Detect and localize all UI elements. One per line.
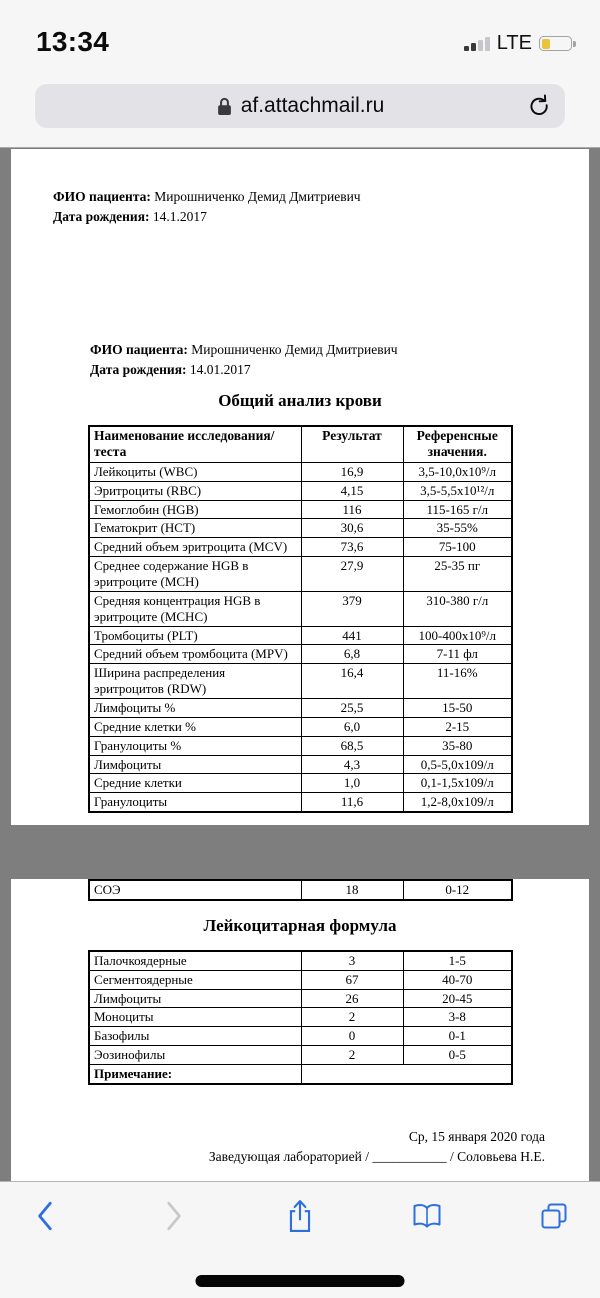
patient-dob-value: 14.1.2017: [152, 208, 207, 224]
leuko-table: [88, 950, 513, 1085]
table-cell: Гранулоциты: [89, 793, 301, 812]
table-cell: 20-45: [403, 989, 512, 1008]
table-cell: 4,3: [301, 755, 403, 774]
table-cell: 3,5-5,5x10¹²/л: [403, 481, 512, 500]
report-date: Ср, 15 января 2020 года: [408, 1128, 545, 1144]
patient-name-label: ФИО пациента:: [90, 341, 188, 357]
table-header-row: [89, 426, 512, 462]
table-row: [89, 1008, 512, 1027]
patient-name-value: Мирошниченко Демид Дмитриевич: [154, 189, 361, 204]
table-cell: 25-35 пг: [403, 557, 512, 592]
soe-table: [88, 879, 513, 901]
bookmarks-button[interactable]: [405, 1194, 449, 1238]
column-header: Референсные значения.: [403, 426, 512, 462]
patient-dob-label: Дата рождения:: [53, 208, 150, 224]
browser-toolbar: [0, 1181, 600, 1298]
table-cell: Палочкоядерные: [89, 951, 301, 970]
table-cell: 2: [301, 1008, 403, 1027]
toolbar-buttons: [0, 1182, 600, 1238]
column-header: Наименование исследования/теста: [89, 426, 301, 462]
share-icon: [286, 1199, 314, 1233]
note-value-cell: [301, 1065, 512, 1084]
table-cell: Гемоглобин (HGB): [89, 500, 301, 519]
patient-header-block: [11, 149, 589, 227]
table-cell: 35-55%: [403, 519, 512, 538]
patient-dob-label: Дата рождения:: [90, 361, 187, 377]
reload-icon: [527, 94, 551, 118]
table-cell: 379: [301, 591, 403, 626]
tabs-icon: [539, 1201, 569, 1231]
browser-chrome-top: [0, 0, 600, 148]
forward-button[interactable]: [151, 1194, 195, 1238]
table-cell: 35-80: [403, 736, 512, 755]
tabs-button[interactable]: [532, 1194, 576, 1238]
table-cell: Ширина распределения эритроцитов (RDW): [89, 664, 301, 699]
url-text: af.attachmail.ru: [240, 94, 385, 117]
cellular-signal-icon: [464, 36, 490, 51]
table-cell: 2: [301, 1046, 403, 1065]
lock-icon: [216, 96, 233, 117]
table-row: [89, 1027, 512, 1046]
table-cell: 26: [301, 989, 403, 1008]
table-cell: Лимфоциты: [89, 755, 301, 774]
table-row: [89, 736, 512, 755]
url-bar-row: [0, 60, 600, 128]
table-cell: 441: [301, 626, 403, 645]
table-row: [89, 755, 512, 774]
table-cell: Средний объем эритроцита (MCV): [89, 538, 301, 557]
table-cell: Лейкоциты (WBC): [89, 462, 301, 481]
network-type-label: LTE: [496, 32, 532, 54]
table-row: [89, 591, 512, 626]
table-cell: 3,5-10,0x10⁹/л: [403, 462, 512, 481]
table-row: [89, 970, 512, 989]
column-header: Результат: [301, 426, 403, 462]
patient-dob-line: [90, 360, 589, 380]
table-cell: Базофилы: [89, 1027, 301, 1046]
table-cell: 75-100: [403, 538, 512, 557]
table-cell: 1-5: [403, 951, 512, 970]
table-cell: 1,0: [301, 774, 403, 793]
patient-name-line: [90, 340, 589, 360]
table-cell: 30,6: [301, 519, 403, 538]
table-row: [89, 462, 512, 481]
table-cell: 0,5-5,0x109/л: [403, 755, 512, 774]
document-viewport[interactable]: [0, 149, 600, 1181]
table-row: [89, 717, 512, 736]
table-cell: 310-380 г/л: [403, 591, 512, 626]
table-row: [89, 626, 512, 645]
book-icon: [410, 1201, 444, 1231]
battery-icon: [539, 36, 572, 51]
table-cell: 0-5: [403, 1046, 512, 1065]
chevron-left-icon: [33, 1200, 59, 1232]
table-cell: 40-70: [403, 970, 512, 989]
table-cell: 3: [301, 951, 403, 970]
cbc-table: [88, 425, 513, 813]
table-row: [89, 1046, 512, 1065]
report-footer: [11, 1127, 589, 1168]
table-cell: 11,6: [301, 793, 403, 812]
table-cell: 0: [301, 1027, 403, 1046]
table-cell: 67: [301, 970, 403, 989]
table-cell: 25,5: [301, 698, 403, 717]
table-cell: Лимфоциты %: [89, 698, 301, 717]
table-row: [89, 774, 512, 793]
table-cell: Средний объем тромбоцита (MPV): [89, 645, 301, 664]
chevron-right-icon: [160, 1200, 186, 1232]
address-bar[interactable]: [35, 84, 565, 128]
patient-dob-value: 14.01.2017: [189, 361, 251, 377]
status-icons: [464, 32, 572, 58]
table-cell: Гранулоциты %: [89, 736, 301, 755]
patient-name-value: Мирошниченко Демид Дмитриевич: [191, 341, 398, 357]
table-cell: 7-11 фл: [403, 645, 512, 664]
table-row: [89, 500, 512, 519]
table-row: [89, 989, 512, 1008]
table-cell: Моноциты: [89, 1008, 301, 1027]
clock-label: 13:34: [36, 26, 110, 57]
status-bar: [0, 0, 600, 60]
table-cell: Сегментоядерные: [89, 970, 301, 989]
signature-line: Заведующая лабораторией / ___________ / Соловьева Н.Е.: [208, 1149, 545, 1165]
patient-name-label: ФИО пациента:: [53, 189, 151, 204]
reload-button[interactable]: [525, 92, 553, 120]
table-row: [89, 698, 512, 717]
table-row: [89, 538, 512, 557]
table-row: [89, 519, 512, 538]
table-cell: Эозинофилы: [89, 1046, 301, 1065]
table-cell: 4,15: [301, 481, 403, 500]
home-indicator[interactable]: [196, 1275, 405, 1287]
table-cell: 16,9: [301, 462, 403, 481]
table-cell: 73,6: [301, 538, 403, 557]
leuko-title: Лейкоцитарная формула: [203, 915, 397, 935]
patient-dob-line: [53, 207, 589, 227]
table-cell: 0-1: [403, 1027, 512, 1046]
table-cell: Тромбоциты (PLT): [89, 626, 301, 645]
pdf-page-2: [11, 879, 589, 1222]
table-cell: Средние клетки: [89, 774, 301, 793]
table-cell: 11-16%: [403, 664, 512, 699]
table-row: [89, 793, 512, 812]
table-cell: Лимфоциты: [89, 989, 301, 1008]
table-cell: 0,1-1,5x109/л: [403, 774, 512, 793]
table-cell: Эритроциты (RBC): [89, 481, 301, 500]
table-cell: СОЭ: [89, 880, 301, 900]
table-cell: 100-400x10⁹/л: [403, 626, 512, 645]
table-cell: 0-12: [403, 880, 512, 900]
table-cell: 1,2-8,0x109/л: [403, 793, 512, 812]
patient-info-block: [11, 227, 589, 380]
table-cell: 68,5: [301, 736, 403, 755]
table-cell: 2-15: [403, 717, 512, 736]
table-cell: 16,4: [301, 664, 403, 699]
share-button[interactable]: [278, 1194, 322, 1238]
table-row: [89, 557, 512, 592]
table-row: [89, 951, 512, 970]
page-separator: [0, 825, 600, 838]
table-cell: 6,0: [301, 717, 403, 736]
table-cell: Гематокрит (HCT): [89, 519, 301, 538]
table-cell: Среднее содержание HGB в эритроците (MCH): [89, 557, 301, 592]
table-row: [89, 880, 512, 900]
back-button[interactable]: [24, 1194, 68, 1238]
table-row: [89, 664, 512, 699]
table-cell: 3-8: [403, 1008, 512, 1027]
table-cell: Средняя концентрация HGB в эритроците (MCHC): [89, 591, 301, 626]
cbc-title: Общий анализ крови: [218, 390, 382, 410]
note-label: Примечание:: [89, 1065, 301, 1084]
pdf-page-1: [11, 149, 589, 825]
table-cell: 115-165 г/л: [403, 500, 512, 519]
table-cell: 27,9: [301, 557, 403, 592]
table-cell: 18: [301, 880, 403, 900]
table-cell: 116: [301, 500, 403, 519]
table-cell: Средние клетки %: [89, 717, 301, 736]
table-cell: 6,8: [301, 645, 403, 664]
note-row: [89, 1065, 512, 1084]
table-row: [89, 645, 512, 664]
patient-name-line: [53, 187, 589, 207]
table-cell: 15-50: [403, 698, 512, 717]
table-row: [89, 481, 512, 500]
